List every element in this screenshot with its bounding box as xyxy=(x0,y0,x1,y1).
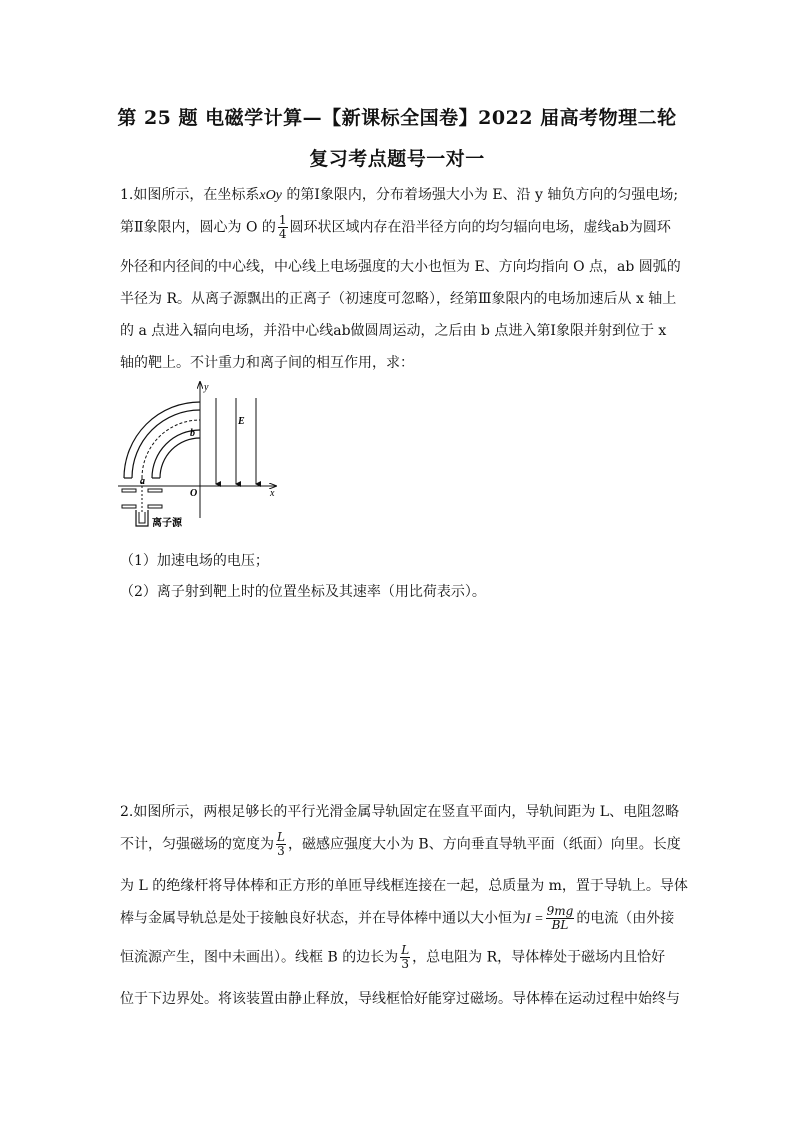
q2-line-6: 位于下边界处。将该装置由静止释放，导线框恰好能穿过磁场。导体棒在运动过程中始终与 xyxy=(120,991,680,1007)
label-b: b xyxy=(190,428,195,439)
fraction-denominator: 4 xyxy=(278,227,287,241)
fraction-denominator: BL xyxy=(551,918,569,932)
fraction-numerator: 9mg xyxy=(546,904,574,918)
plate-upper-right xyxy=(148,489,162,492)
q1-line-4: 半径为 R。从离子源飘出的正离子（初速度可忽略），经第Ⅲ象限内的电场加速后从 x 轴上 xyxy=(120,291,677,307)
q1-subquestion-1: （1）加速电场的电压； xyxy=(120,553,269,569)
fraction-denominator: 3 xyxy=(277,844,285,858)
q2-text: ，磁感应强度大小为 B、方向垂直导轨平面（纸面）向里。长度 xyxy=(287,836,681,853)
q1-text: 1.如图所示，在坐标系 xyxy=(120,187,260,203)
q2-text: 的电流（由外接 xyxy=(576,910,675,927)
q2-text: 恒流源产生，图中未画出）。线框 B 的边长为 xyxy=(120,949,399,966)
page-title-line1: 第 25 题 电磁学计算—【新课标全国卷】2022 届高考物理二轮 xyxy=(117,107,677,129)
q2-text: 不计，匀强磁场的宽度为 xyxy=(120,836,274,853)
fraction-current xyxy=(546,905,575,932)
fraction-L-over-3 xyxy=(276,831,286,858)
plate-lower-left xyxy=(122,505,136,508)
q1-subquestion-2: （2）离子射到靶上时的位置坐标及其速率（用比荷表示）。 xyxy=(120,584,486,600)
label-x: x xyxy=(270,488,275,499)
q2-text: ，总电阻为 R，导体棒处于磁场内且恰好 xyxy=(412,949,666,966)
current-symbol: I = xyxy=(526,911,544,927)
fraction-numerator: L xyxy=(277,830,285,844)
label-a: a xyxy=(140,476,145,487)
fraction-quarter xyxy=(278,214,288,241)
fraction-numerator: L xyxy=(401,943,410,957)
fraction-numerator: 1 xyxy=(278,213,287,227)
q2-line-1: 2.如图所示，两根足够长的平行光滑金属导轨固定在竖直平面内，导轨间距为 L、电阻忽略 xyxy=(120,804,680,820)
q1-line-2 xyxy=(120,214,680,241)
q2-line-4 xyxy=(120,905,680,932)
q1-text: 的第Ⅰ象限内，分布着场强大小为 E、沿 y 轴负方向的匀强电场; xyxy=(281,187,679,203)
q2-text: 棒与金属导轨总是处于接触良好状态，并在导体棒中通以大小恒为 xyxy=(120,910,526,927)
q1-line-6: 轴的靶上。不计重力和离子间的相互作用，求： xyxy=(120,355,414,371)
page-title-line2: 复习考点题号一对一 xyxy=(309,148,485,170)
plate-lower-right xyxy=(148,505,162,508)
ion-source-inner xyxy=(139,512,145,523)
q1-text: 圆环状区域内存在沿半径方向的均匀辐向电场，虚线ab为圆环 xyxy=(289,219,671,236)
q1-line-3: 外径和内径间的中心线，中心线上电场强度的大小也恒为 E、方向均指向 O 点，ab 圆弧的 xyxy=(120,259,681,275)
q2-line-5 xyxy=(120,944,680,971)
fraction-denominator: 3 xyxy=(401,957,409,971)
plate-upper-left xyxy=(122,489,136,492)
label-ion-source: 离子源 xyxy=(152,518,182,529)
fraction-L-over-3 xyxy=(400,944,410,971)
label-y: y xyxy=(204,382,209,393)
q1-line-5: 的 a 点进入辐向电场，并沿中心线ab做圆周运动，之后由 b 点进入第Ⅰ象限并射到位于 x xyxy=(120,323,667,339)
label-O: O xyxy=(190,488,198,499)
q1-line-1 xyxy=(120,186,680,205)
q1-coord-system: xOy xyxy=(259,188,282,203)
q2-line-3: 为 L 的绝缘杆将导体棒和正方形的单匝导线框连接在一起，总质量为 m，置于导轨上。导体 xyxy=(120,878,688,894)
q2-line-2 xyxy=(120,831,680,858)
field-diagram xyxy=(118,378,288,533)
ion-source-box xyxy=(136,510,148,526)
label-E: E xyxy=(238,416,245,427)
q1-text: 第Ⅱ象限内，圆心为 O 的 xyxy=(120,219,276,236)
